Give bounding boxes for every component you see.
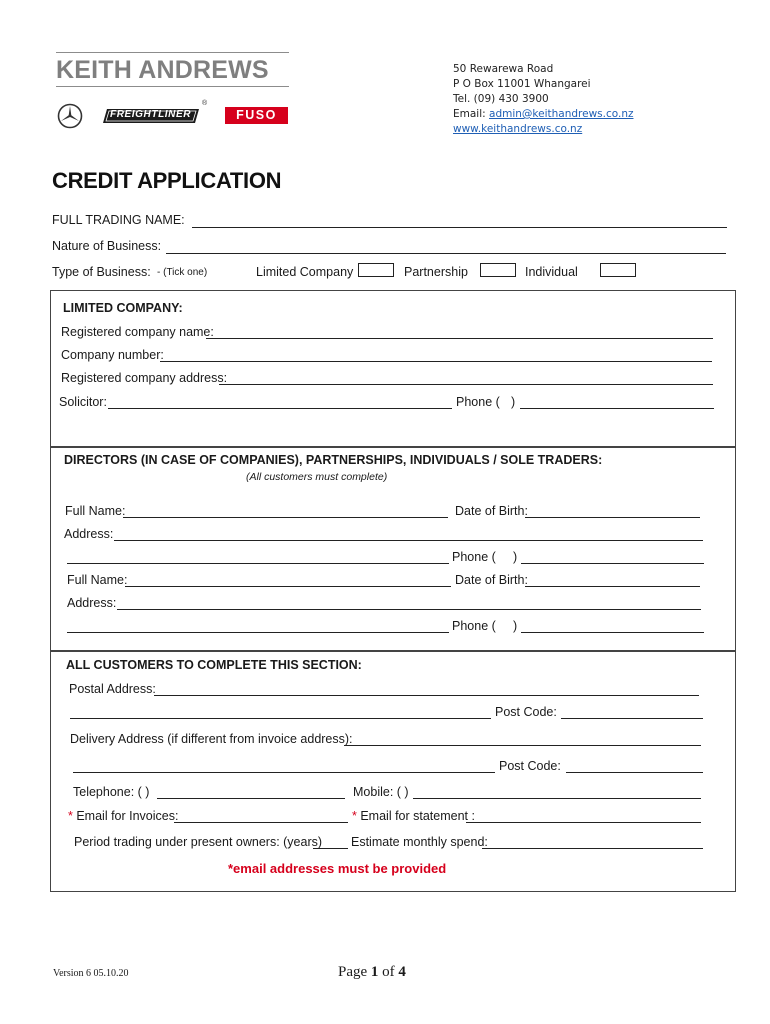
address-line-2: P O Box 11001 Whangarei [453, 78, 591, 90]
director2-address-line2-field[interactable] [67, 632, 449, 633]
page-title: CREDIT APPLICATION [52, 168, 282, 193]
address-line-1: 50 Rewarewa Road [453, 63, 554, 75]
required-asterisk: * [68, 809, 73, 823]
postal-post-code-field[interactable] [561, 718, 703, 719]
page-of: of [378, 964, 399, 980]
director1-address-field[interactable] [114, 540, 703, 541]
director2-phone-label: Phone ( [452, 619, 496, 633]
solicitor-phone-label: Phone ( [456, 395, 500, 409]
registered-company-name-label: Registered company name: [61, 325, 214, 339]
individual-checkbox[interactable] [600, 263, 636, 277]
director1-full-name-label: Full Name: [65, 504, 126, 518]
email-required-note: *email addresses must be provided [228, 861, 447, 876]
delivery-address-label: Delivery Address (if different from invoice address): [70, 732, 353, 746]
directors-section [50, 446, 736, 652]
postal-address-line2-field[interactable] [70, 718, 491, 719]
director2-full-name-label: Full Name: [67, 573, 128, 587]
company-logo-text: KEITH ANDREWS [56, 56, 269, 84]
director1-phone-label: Phone ( [452, 550, 496, 564]
monthly-spend-label: Estimate monthly spend: [351, 835, 488, 849]
solicitor-label: Solicitor: [59, 395, 107, 409]
logo-bottom-rule [56, 86, 289, 87]
page-number [338, 964, 406, 981]
directors-note: (All customers must complete) [246, 471, 388, 483]
telephone-label: Telephone: ( ) [73, 785, 150, 799]
freightliner-logo-text: FREIGHTLINER [110, 109, 192, 120]
page-prefix: Page [338, 964, 371, 980]
email-invoices-text: Email for Invoices: [72, 809, 179, 823]
page-total: 4 [398, 964, 406, 980]
phone-line: Tel. (09) 430 3900 [453, 93, 549, 105]
director1-address-label: Address: [64, 527, 114, 541]
partnership-checkbox[interactable] [480, 263, 516, 277]
solicitor-phone-close: ) [511, 395, 516, 409]
period-trading-field[interactable] [313, 848, 348, 849]
logo-top-rule [56, 52, 289, 53]
page-current: 1 [370, 964, 379, 980]
registered-mark: ® [202, 100, 208, 107]
email-statement-label [352, 809, 475, 823]
solicitor-field[interactable] [108, 408, 452, 409]
director2-address-field[interactable] [117, 609, 701, 610]
delivery-post-code-field[interactable] [566, 772, 703, 773]
director2-phone-close: ) [513, 619, 518, 633]
nature-of-business-label: Nature of Business: [52, 239, 162, 253]
registered-company-address-label: Registered company address: [61, 371, 228, 385]
email-statement-text: Email for statement : [356, 809, 475, 823]
company-number-field[interactable] [160, 361, 712, 362]
company-address [453, 62, 633, 137]
delivery-address-field[interactable] [344, 745, 701, 746]
director1-dob-field[interactable] [525, 517, 700, 518]
postal-post-code-label: Post Code: [495, 705, 557, 719]
mobile-field[interactable] [413, 798, 701, 799]
director2-dob-label: Date of Birth: [455, 573, 528, 587]
option-individual-label: Individual [525, 265, 578, 279]
director1-full-name-field[interactable] [123, 517, 448, 518]
option-limited-company-label: Limited Company [256, 265, 354, 279]
director2-full-name-field[interactable] [125, 586, 451, 587]
period-trading-label: Period trading under present owners: (years) [74, 835, 323, 849]
limited-company-checkbox[interactable] [358, 263, 394, 277]
delivery-post-code-label: Post Code: [499, 759, 561, 773]
email-link[interactable]: admin@keithandrews.co.nz [489, 108, 634, 120]
director2-address-label: Address: [67, 596, 117, 610]
director1-phone-field[interactable] [521, 563, 704, 564]
email-invoices-label [68, 809, 178, 823]
email-label: Email: [453, 108, 490, 120]
delivery-address-line2-field[interactable] [73, 772, 495, 773]
directors-heading: DIRECTORS (IN CASE OF COMPANIES), PARTNERSHIPS, INDIVIDUALS / SOLE TRADERS: [64, 453, 603, 467]
director2-phone-field[interactable] [521, 632, 704, 633]
director1-dob-label: Date of Birth: [455, 504, 528, 518]
fuso-logo-text: FUSO [236, 108, 277, 122]
telephone-field[interactable] [157, 798, 345, 799]
type-of-business-label: Type of Business: [52, 265, 151, 279]
director2-dob-field[interactable] [525, 586, 700, 587]
all-customers-heading: ALL CUSTOMERS TO COMPLETE THIS SECTION: [66, 658, 362, 672]
director1-phone-close: ) [513, 550, 518, 564]
nature-of-business-field[interactable] [166, 253, 726, 254]
email-invoices-field[interactable] [174, 822, 348, 823]
tick-one-hint: - (Tick one) [157, 267, 208, 278]
company-number-label: Company number: [61, 348, 164, 362]
solicitor-phone-field[interactable] [520, 408, 714, 409]
email-statement-field[interactable] [466, 822, 701, 823]
limited-company-heading: LIMITED COMPANY: [63, 301, 183, 315]
website-link[interactable]: www.keithandrews.co.nz [453, 123, 583, 135]
required-asterisk: * [352, 809, 357, 823]
version-label: Version 6 05.10.20 [53, 968, 129, 979]
option-partnership-label: Partnership [404, 265, 468, 279]
postal-address-label: Postal Address: [69, 682, 156, 696]
trading-name-label: FULL TRADING NAME: [52, 213, 185, 227]
registered-company-name-field[interactable] [206, 338, 713, 339]
director1-address-line2-field[interactable] [67, 563, 449, 564]
monthly-spend-field[interactable] [482, 848, 703, 849]
trading-name-field[interactable] [192, 227, 727, 228]
registered-company-address-field[interactable] [219, 384, 713, 385]
mercedes-star-logo-icon [57, 103, 83, 129]
mobile-label: Mobile: ( ) [353, 785, 409, 799]
postal-address-field[interactable] [154, 695, 699, 696]
email-line [453, 107, 633, 122]
